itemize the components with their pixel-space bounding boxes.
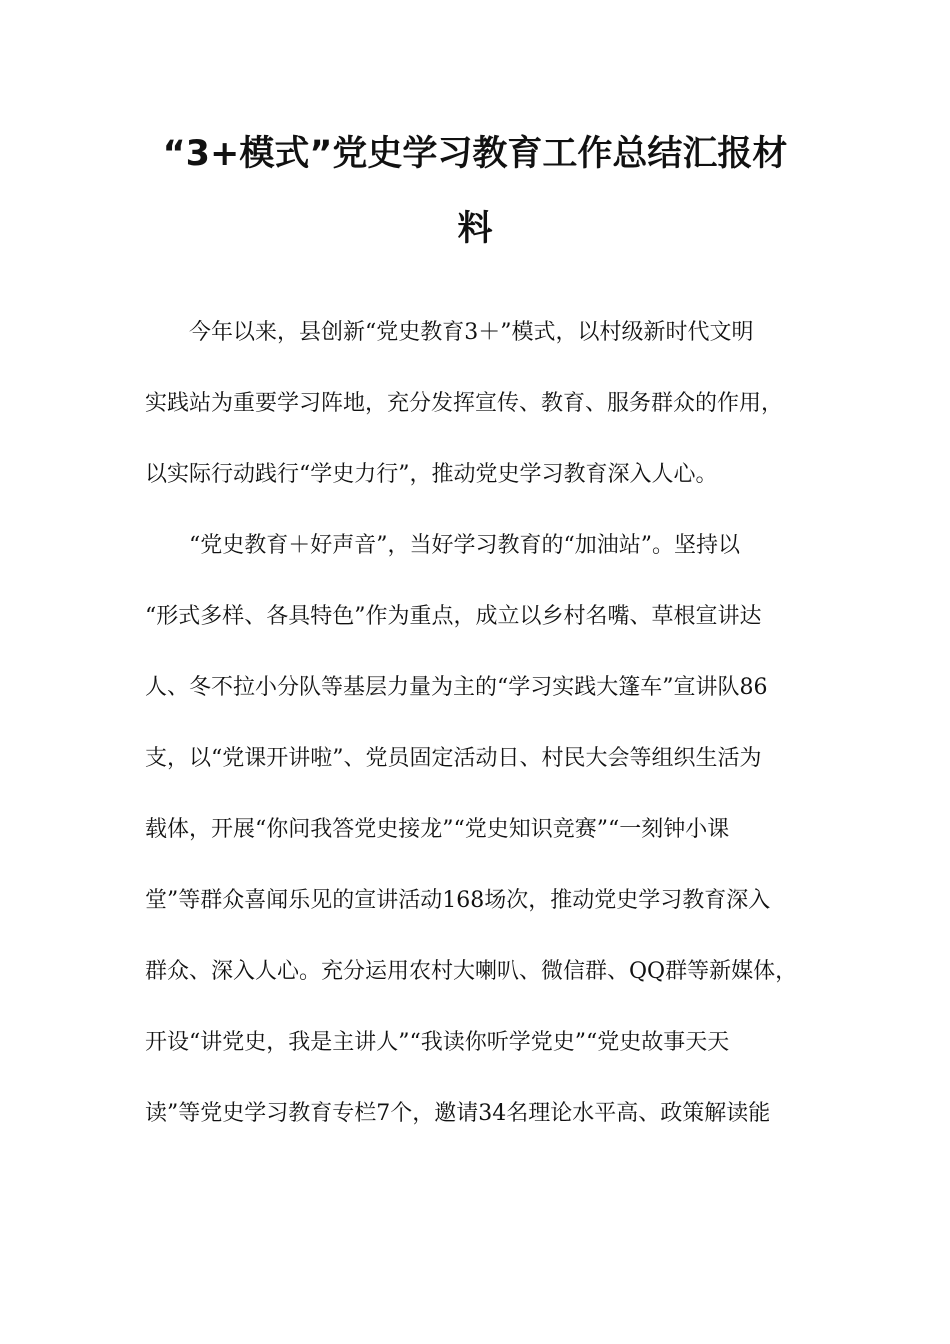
paragraph-2-line-5: 载体，开展“你问我答党史接龙”“党史知识竞赛”“一刻钟小课 <box>145 817 730 842</box>
document-title-line-1: “3+模式”党史学习教育工作总结汇报材 <box>162 134 788 174</box>
paragraph-1-line-2: 实践站为重要学习阵地，充分发挥宣传、教育、服务群众的作用， <box>145 391 784 416</box>
paragraph-2-line-7: 群众、深入人心。充分运用农村大喇叭、微信群、QQ群等新媒体， <box>145 959 798 984</box>
paragraph-1-line-1: 今年以来，县创新“党史教育3＋”模式，以村级新时代文明 <box>189 320 754 345</box>
paragraph-2-line-2: “形式多样、各具特色”作为重点，成立以乡村名嘴、草根宣讲达 <box>145 604 762 629</box>
paragraph-2-line-6: 堂”等群众喜闻乐见的宣讲活动168场次，推动党史学习教育深入 <box>145 888 771 913</box>
paragraph-2-line-9: 读”等党史学习教育专栏7个，邀请34名理论水平高、政策解读能 <box>145 1101 771 1126</box>
paragraph-2-line-3: 人、冬不拉小分队等基层力量为主的“学习实践大篷车”宣讲队86 <box>145 675 768 700</box>
paragraph-1-line-3: 以实际行动践行“学史力行”，推动党史学习教育深入人心。 <box>145 462 718 487</box>
paragraph-2-line-8: 开设“讲党史，我是主讲人”“我读你听学党史”“党史故事天天 <box>145 1030 730 1055</box>
paragraph-2-line-4: 支，以“党课开讲啦”、党员固定活动日、村民大会等组织生活为 <box>145 746 762 771</box>
document-title-line-2: 料 <box>457 209 493 249</box>
paragraph-2-line-1: “党史教育＋好声音”，当好学习教育的“加油站”。坚持以 <box>189 533 740 558</box>
